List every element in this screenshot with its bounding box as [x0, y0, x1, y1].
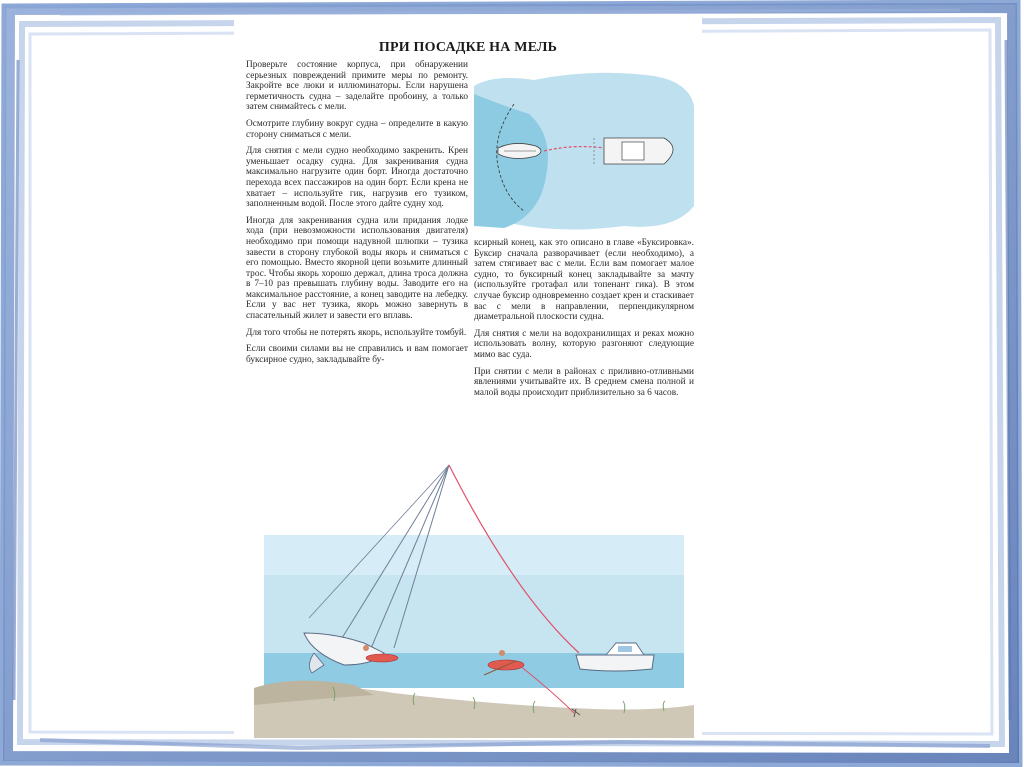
paragraph: Если своими силами вы не справились и вам помогает буксирное судно, закладывайте бу-	[246, 344, 468, 365]
paragraph: ксирный конец, как это описано в главе «Буксировка». Буксир сначала разворачивает (если необходимо), а затем стягивает вас с мели. Если вам помогает малое судно, то буксирный конец закладывайте за мачту (используйте гротафал или топенант гика). В этом случае буксир одновременно создает крен и стаскивает вас с мели в направлении, перпендикулярном диаметральной плоскости судна.	[474, 238, 694, 323]
motorboat-icon	[594, 138, 673, 164]
paragraph: Для того чтобы не потерять якорь, используйте томбуй.	[246, 327, 467, 338]
paragraph: Для снятия с мели на водохранилищах и реках можно использовать волну, которую разгоняют следующие мимо вас суда.	[474, 328, 694, 360]
paragraph: При снятии с мели в районах с приливно-отливными явлениями учитывайте их. В среднем смена полной и малой воды происходит приблизительно за 6 часов.	[474, 366, 694, 398]
paragraph: Иногда для закренивания судна или придания лодке хода (при невозможности использования двигателя) необходимо при помощи надувной шлюпки – тузика завести в сторону глубокой воды якорь и сниматься с его помощью. Вместо якорной цепи возьмите длинный трос. Чтобы якорь хорошо держал, длина троса должна в 7–10 раз превышать глубину воды. Заводите его на максимальное расстояние, а конец заводите на лебедку. Если у вас нет тузика, якорь можно завернуть в спасательный жилет и завести его вплавь.	[246, 215, 468, 322]
towing-top-view-diagram	[474, 66, 694, 231]
text-column-left	[246, 60, 468, 371]
paragraph: Осмотрите глубину вокруг судна – определите в какую сторону сниматься с мели.	[246, 118, 468, 140]
text-column-right	[474, 238, 694, 404]
grounded-yacht-side-view-diagram	[234, 443, 702, 738]
page-title: ПРИ ПОСАДКЕ НА МЕЛЬ	[378, 40, 558, 55]
document-page	[234, 18, 702, 738]
paragraph: Проверьте состояние корпуса, при обнаружении серьезных повреждений примите меры по ремонту. Закройте все люки и иллюминаторы. Если нарушена герметичность судна – заделайте пробоину, а только затем снимайтесь с мели.	[246, 60, 468, 113]
sailboat-icon	[498, 143, 541, 158]
paragraph: Для снятия с мели судно необходимо закренить. Крен уменьшает осадку судна. Для закренивания судна максимально нагрузите один борт. Иногда достаточно перехода всех пассажиров на один борт. Если крена не хватает – используйте гик, нагрузив его тузиком, заполненным водой. После этого дайте судну ход.	[246, 146, 468, 210]
